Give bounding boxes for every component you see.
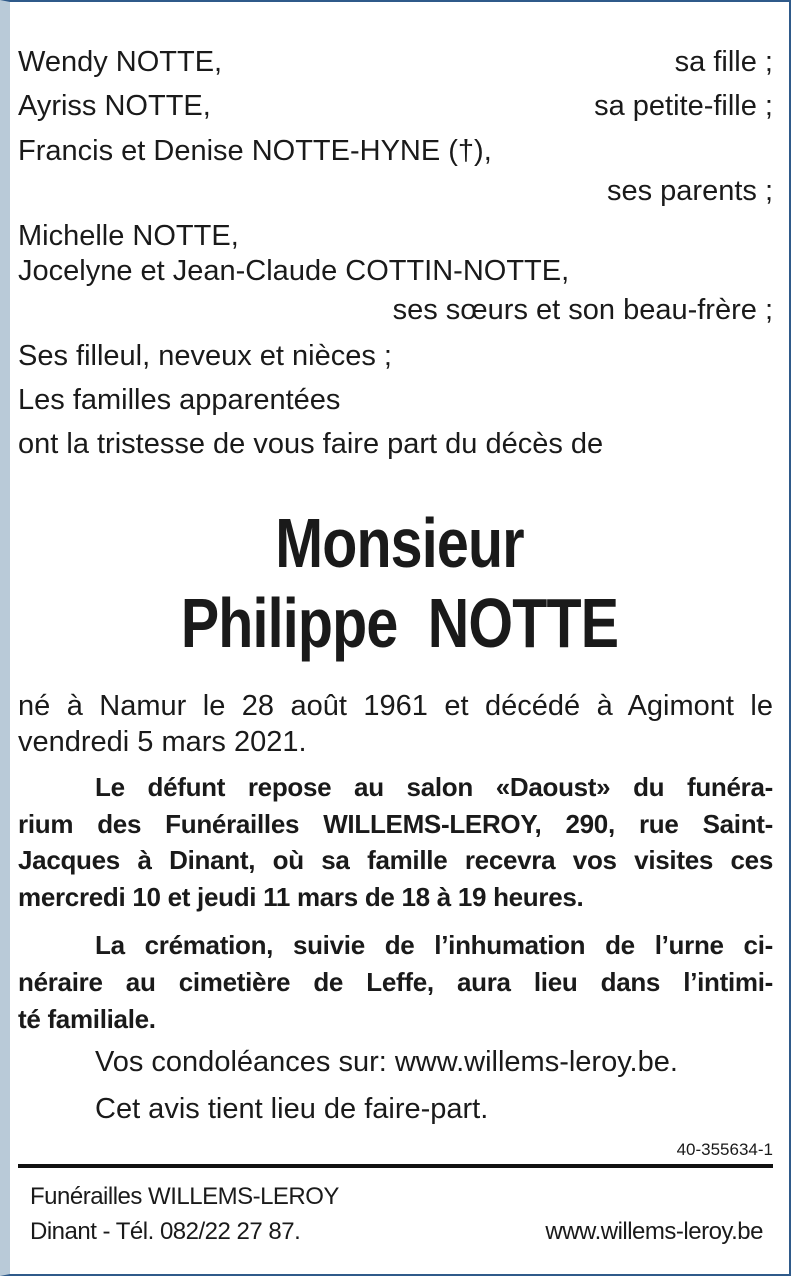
condolences: Vos condoléances sur: www.willems-leroy.be. bbox=[95, 1046, 678, 1078]
family-name: Jocelyne et Jean-Claude COTTIN-NOTTE, bbox=[18, 255, 570, 287]
reference-number: 40-355634-1 bbox=[676, 1140, 773, 1159]
family-line bbox=[18, 44, 773, 80]
family-name: Wendy NOTTE, bbox=[18, 46, 223, 78]
deceased-title: Monsieur bbox=[275, 504, 524, 582]
family-name: Ayriss NOTTE, bbox=[18, 90, 211, 122]
others-line: Les familles apparentées bbox=[18, 384, 341, 416]
cremation-line: té familiale. bbox=[18, 1004, 156, 1034]
deceased-name: Philippe NOTTE bbox=[180, 584, 619, 662]
divider bbox=[18, 1164, 773, 1168]
family-line bbox=[18, 88, 773, 124]
footer-contact: Dinant - Tél. 082/22 27 87. bbox=[30, 1218, 301, 1245]
visitation-line: rium des Funérailles WILLEMS-LEROY, 290, rue Saint- bbox=[18, 809, 773, 839]
footer-company: Funérailles WILLEMS-LEROY bbox=[30, 1183, 339, 1210]
family-relation: ses parents ; bbox=[606, 175, 773, 207]
family-name: Francis et Denise NOTTE-HYNE (†), bbox=[18, 135, 492, 167]
visitation-line: mercredi 10 et jeudi 11 mars de 18 à 19 heures. bbox=[18, 882, 584, 912]
footer-website[interactable]: www.willems-leroy.be bbox=[545, 1218, 763, 1245]
visitation-line: Jacques à Dinant, où sa famille recevra vos visites ces bbox=[18, 845, 773, 875]
announcement: ont la tristesse de vous faire part du décès de bbox=[18, 428, 604, 460]
cremation-line: La crémation, suivie de l’inhumation de l’urne ci- bbox=[95, 930, 773, 960]
cremation-line: néraire au cimetière de Leffe, aura lieu dans l’intimi- bbox=[18, 967, 773, 997]
family-relation: ses sœurs et son beau-frère ; bbox=[392, 294, 773, 326]
family-relation: sa fille ; bbox=[674, 46, 773, 78]
family-name: Michelle NOTTE, bbox=[18, 220, 239, 252]
visitation-line: Le défunt repose au salon «Daoust» du funéra- bbox=[95, 772, 773, 802]
birth-death-line: vendredi 5 mars 2021. bbox=[18, 726, 307, 758]
notice: Cet avis tient lieu de faire-part. bbox=[95, 1093, 489, 1125]
family-relation: sa petite-fille ; bbox=[594, 90, 773, 122]
others-line: Ses filleul, neveux et nièces ; bbox=[18, 340, 392, 372]
birth-death-line: né à Namur le 28 août 1961 et décédé à Agimont le bbox=[18, 690, 773, 722]
